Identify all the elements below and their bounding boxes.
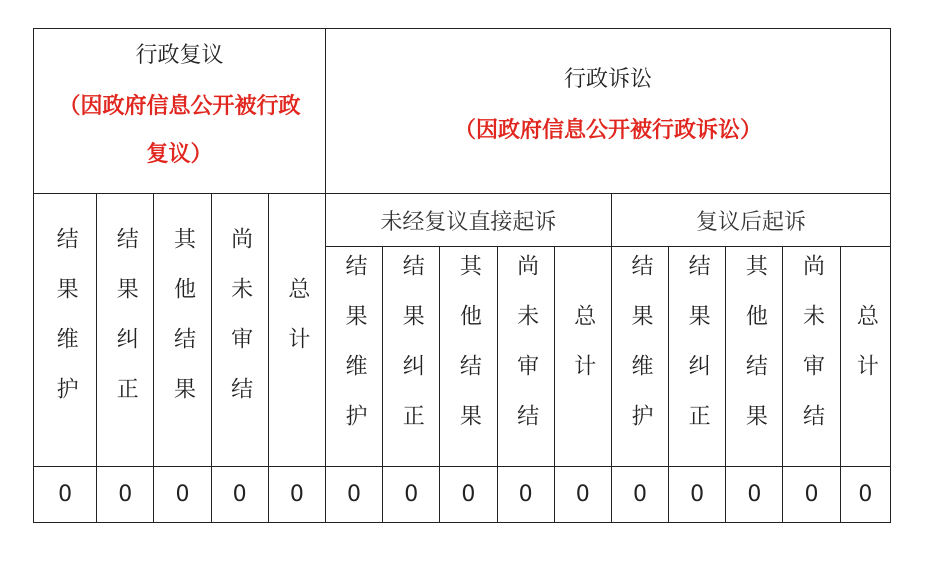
direct-col-header: 结果纠正: [383, 247, 440, 467]
value-cell: 0: [669, 467, 726, 523]
direct-col-header: 结果维护: [325, 247, 382, 467]
direct-col-header: 总计: [554, 247, 611, 467]
after-review-col-header: 总计: [840, 247, 890, 467]
admin-review-note: （因政府信息公开被行政复议）: [58, 94, 301, 168]
after-review-col-header: 尚未审结: [783, 247, 840, 467]
value-cell: 0: [211, 467, 268, 523]
value-cell: 0: [268, 467, 325, 523]
value-cell: 0: [783, 467, 840, 523]
review-col-header: 结果纠正: [97, 194, 154, 467]
values-row: [34, 467, 891, 523]
value-cell: 0: [726, 467, 783, 523]
review-col-header: 其他结果: [154, 194, 211, 467]
review-col-header: 尚未审结: [211, 194, 268, 467]
value-cell: 0: [97, 467, 154, 523]
direct-col-header: 其他结果: [440, 247, 497, 467]
after-review-lawsuit-header: 复议后起诉: [611, 194, 890, 247]
after-review-col-header: 结果纠正: [669, 247, 726, 467]
admin-litigation-note: （因政府信息公开被行政诉讼）: [453, 118, 762, 144]
after-review-col-header: 结果维护: [611, 247, 668, 467]
direct-lawsuit-header: 未经复议直接起诉: [325, 194, 611, 247]
value-cell: 0: [383, 467, 440, 523]
value-cell: 0: [34, 467, 97, 523]
value-cell: 0: [440, 467, 497, 523]
value-cell: 0: [154, 467, 211, 523]
admin-review-header: [34, 29, 326, 194]
admin-litigation-title: 行政诉讼: [563, 66, 652, 92]
admin-litigation-header: [325, 29, 890, 194]
direct-col-header: 尚未审结: [497, 247, 554, 467]
review-col-header: 结果维护: [34, 194, 97, 467]
value-cell: 0: [497, 467, 554, 523]
admin-review-litigation-table: [33, 28, 891, 523]
after-review-col-header: 其他结果: [726, 247, 783, 467]
value-cell: 0: [840, 467, 890, 523]
value-cell: 0: [554, 467, 611, 523]
admin-review-title: 行政复议: [135, 42, 224, 68]
review-col-header: 总计: [268, 194, 325, 467]
value-cell: 0: [611, 467, 668, 523]
value-cell: 0: [325, 467, 382, 523]
